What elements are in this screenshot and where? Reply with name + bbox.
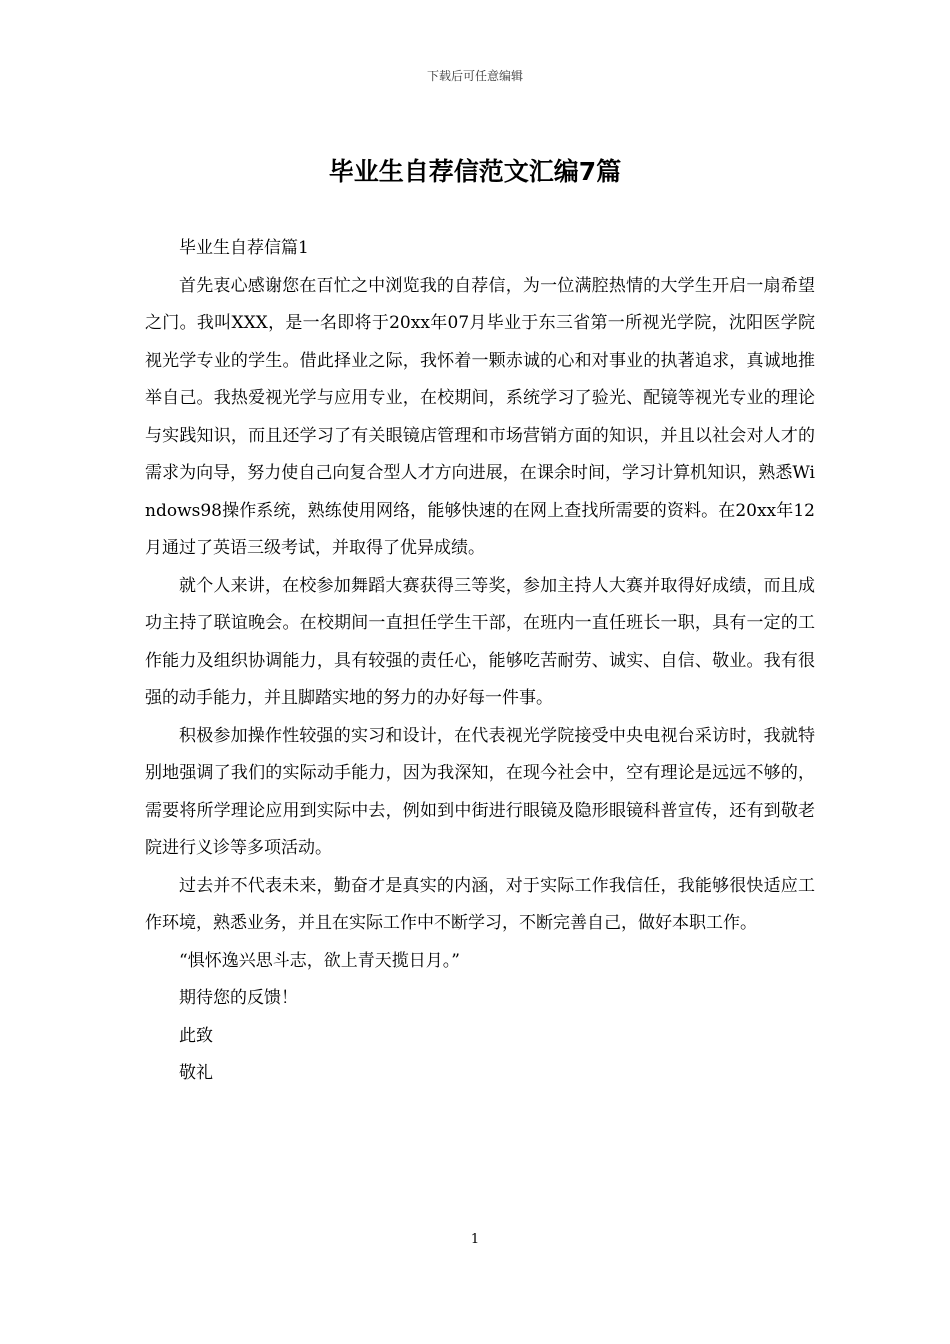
paragraph-personal: 就个人来讲，在校参加舞蹈大赛获得三等奖，参加主持人大赛并取得好成绩，而且成功主持了联谊晚会。在校期间一直担任学生干部，在班内一直任班长一职，具有一定的工作能力及组织协调能力，具有较强的责任心，能够吃苦耐劳、诚实、自信、敬业。我有很强的动手能力，并且脚踏实地的努力的办好每一件事。	[145, 575, 815, 708]
regards-line: 敬礼	[179, 1063, 213, 1083]
header-note: 下载后可任意编辑	[426, 69, 523, 83]
paragraph-practice: 积极参加操作性较强的实习和设计，在代表视光学院接受中央电视台采访时，我就特别地强调了我们的实际动手能力，因为我深知，在现今社会中，空有理论是远远不够的，需要将所学理论应用到实际中去，例如到中街进行眼镜及隐形眼镜科普宣传，还有到敬老院进行义诊等多项活动。	[145, 725, 815, 858]
salutation-line: 此致	[179, 1025, 213, 1046]
page-number: 1	[470, 1232, 480, 1247]
section-heading: 毕业生自荐信篇1	[179, 238, 309, 258]
document-title: 毕业生自荐信范文汇编7篇	[328, 157, 622, 186]
quote-line: “惧怀逸兴思斗志，欲上青天揽日月。”	[179, 950, 460, 971]
paragraph-introduction: 首先衷心感谢您在百忙之中浏览我的自荐信，为一位满腔热情的大学生开启一扇希望之门。我叫XXX，是一名即将于20xx年07月毕业于东三省第一所视光学院，沈阳医学院视光学专业的学生。借此择业之际，我怀着一颗赤诚的心和对事业的执著追求，真诚地推举自己。我热爱视光学与应用专业，在校期间，系统学习了验光、配镜等视光专业的理论与实践知识，而且还学习了有关眼镜店管理和市场营销方面的知识，并且以社会对人才的需求为向导，努力使自己向复合型人才方向进展，在课余时间，学习计算机知识，熟悉Windows98操作系统，熟练使用网络，能够快速的在网上查找所需要的资料。在20xx年12月通过了英语三级考试，并取得了优异成绩。	[145, 275, 815, 558]
document-body	[145, 230, 815, 1093]
paragraph-future: 过去并不代表未来，勤奋才是真实的内涵，对于实际工作我信任，我能够很快适应工作环境，熟悉业务，并且在实际工作中不断学习，不断完善自己，做好本职工作。	[145, 875, 815, 933]
closing-line: 期待您的反馈！	[179, 988, 298, 1008]
